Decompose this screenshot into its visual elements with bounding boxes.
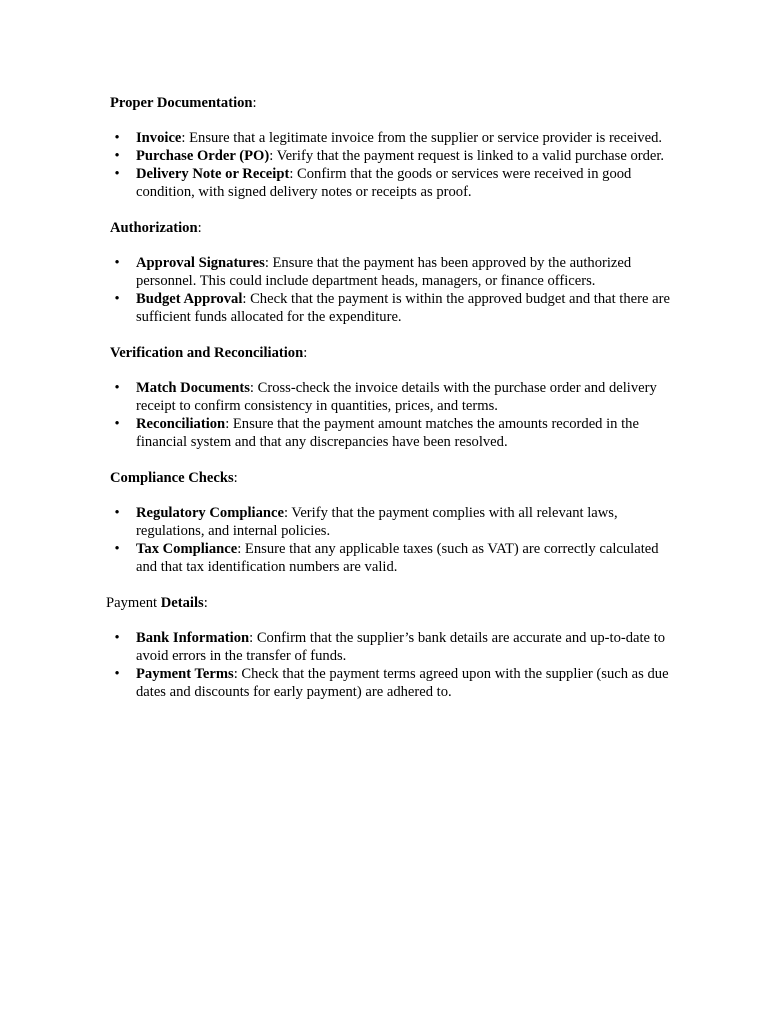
item-term: Payment Terms	[136, 666, 234, 682]
item-text: : Ensure that the payment has been approved by the authorized personnel. This could include department heads, managers, or finance officers.	[136, 255, 632, 289]
list-item	[110, 165, 680, 201]
section-authorization	[110, 219, 680, 326]
list-item	[110, 665, 680, 701]
list-item	[110, 147, 680, 165]
section-compliance-checks	[110, 469, 680, 576]
item-text: : Check that the payment terms agreed upon with the supplier (such as due dates and discounts for early payment) are adhered to.	[136, 666, 669, 700]
heading-title: Verification and Reconciliation	[110, 345, 304, 361]
heading-suffix: :	[197, 220, 202, 236]
item-term: Reconciliation	[136, 416, 226, 432]
item-text: : Ensure that a legitimate invoice from the supplier or service provider is received.	[181, 130, 663, 146]
bullet-icon: •	[114, 130, 120, 146]
list-item	[110, 540, 680, 576]
bullet-list	[110, 129, 680, 201]
bullet-icon: •	[114, 291, 120, 307]
list-item	[110, 290, 680, 326]
item-term: Purchase Order (PO)	[136, 148, 270, 164]
item-text: : Confirm that the goods or services were received in good condition, with signed delivery notes or receipts as proof.	[136, 166, 632, 200]
item-term: Delivery Note or Receipt	[136, 166, 290, 182]
heading-title: Proper Documentation	[110, 95, 253, 111]
bullet-icon: •	[114, 380, 120, 396]
section-heading	[110, 469, 680, 487]
bullet-list	[110, 629, 680, 701]
item-text: : Check that the payment is within the approved budget and that there are sufficient funds allocated for the expenditure.	[136, 291, 670, 325]
item-text: : Verify that the payment request is linked to a valid purchase order.	[269, 148, 665, 164]
section-proper-documentation	[110, 94, 680, 201]
bullet-list	[110, 379, 680, 451]
section-heading	[110, 94, 680, 112]
bullet-icon: •	[114, 505, 120, 521]
list-item	[110, 254, 680, 290]
list-item	[110, 504, 680, 540]
item-text: : Cross-check the invoice details with the purchase order and delivery receipt to confirm consistency in quantities, prices, and terms.	[136, 380, 657, 414]
heading-suffix: :	[252, 95, 257, 111]
section-heading	[110, 344, 680, 362]
heading-suffix: :	[233, 470, 238, 486]
bullet-icon: •	[114, 166, 120, 182]
bullet-icon: •	[114, 541, 120, 557]
section-payment-details	[106, 594, 680, 701]
bullet-list	[110, 254, 680, 326]
list-item	[110, 129, 680, 147]
heading-title: Compliance Checks	[110, 470, 234, 486]
heading-title: Authorization	[110, 220, 198, 236]
section-verification-and-reconciliation	[110, 344, 680, 451]
item-term: Approval Signatures	[136, 255, 265, 271]
list-item	[110, 379, 680, 415]
item-term: Regulatory Compliance	[136, 505, 284, 521]
item-text: : Ensure that any applicable taxes (such as VAT) are correctly calculated and that tax identification numbers are valid.	[136, 541, 659, 575]
bullet-list	[110, 504, 680, 576]
bullet-icon: •	[114, 416, 120, 432]
item-term: Bank Information	[136, 630, 250, 646]
heading-prefix: Payment	[106, 595, 161, 611]
list-item	[110, 415, 680, 451]
document-body	[106, 94, 680, 719]
section-heading	[106, 594, 680, 612]
item-term: Tax Compliance	[136, 541, 238, 557]
bullet-icon: •	[114, 666, 120, 682]
item-text: : Verify that the payment complies with all relevant laws, regulations, and internal policies.	[136, 505, 618, 539]
section-heading	[110, 219, 680, 237]
item-term: Invoice	[136, 130, 182, 146]
heading-title: Details	[160, 595, 204, 611]
item-text: : Confirm that the supplier’s bank details are accurate and up-to-date to avoid errors in the transfer of funds.	[136, 630, 666, 664]
bullet-icon: •	[114, 148, 120, 164]
bullet-icon: •	[114, 630, 120, 646]
bullet-icon: •	[114, 255, 120, 271]
heading-suffix: :	[303, 345, 308, 361]
list-item	[110, 629, 680, 665]
heading-suffix: :	[203, 595, 208, 611]
item-term: Budget Approval	[136, 291, 243, 307]
item-term: Match Documents	[136, 380, 250, 396]
item-text: : Ensure that the payment amount matches the amounts recorded in the financial system and that any discrepancies have been resolved.	[136, 416, 639, 450]
